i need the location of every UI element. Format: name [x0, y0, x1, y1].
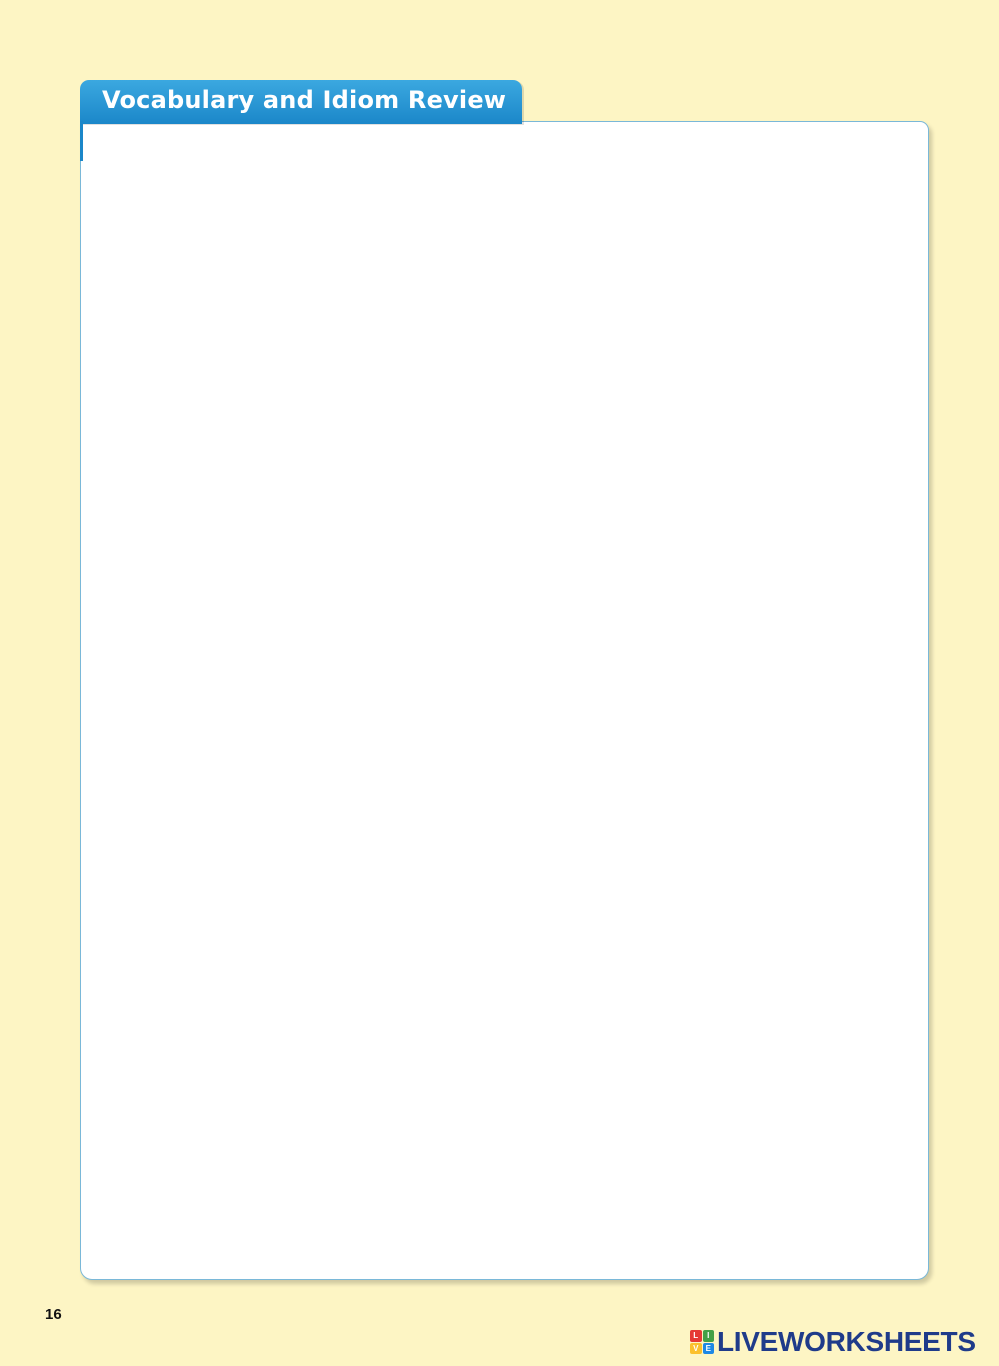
page-title: Vocabulary and Idiom Review	[102, 86, 507, 114]
page-number: 16	[45, 1306, 62, 1323]
worksheet-card	[80, 121, 929, 1280]
logo-letter: L	[690, 1330, 702, 1342]
logo-letter: V	[690, 1343, 702, 1355]
logo-letter: I	[703, 1330, 715, 1342]
section-tab	[80, 80, 522, 124]
brand-footer	[690, 1326, 976, 1358]
logo-letter: E	[703, 1343, 715, 1355]
liveworksheets-logo-icon	[690, 1330, 714, 1354]
card-accent-strip	[80, 121, 83, 161]
brand-name: LIVEWORKSHEETS	[717, 1326, 976, 1357]
